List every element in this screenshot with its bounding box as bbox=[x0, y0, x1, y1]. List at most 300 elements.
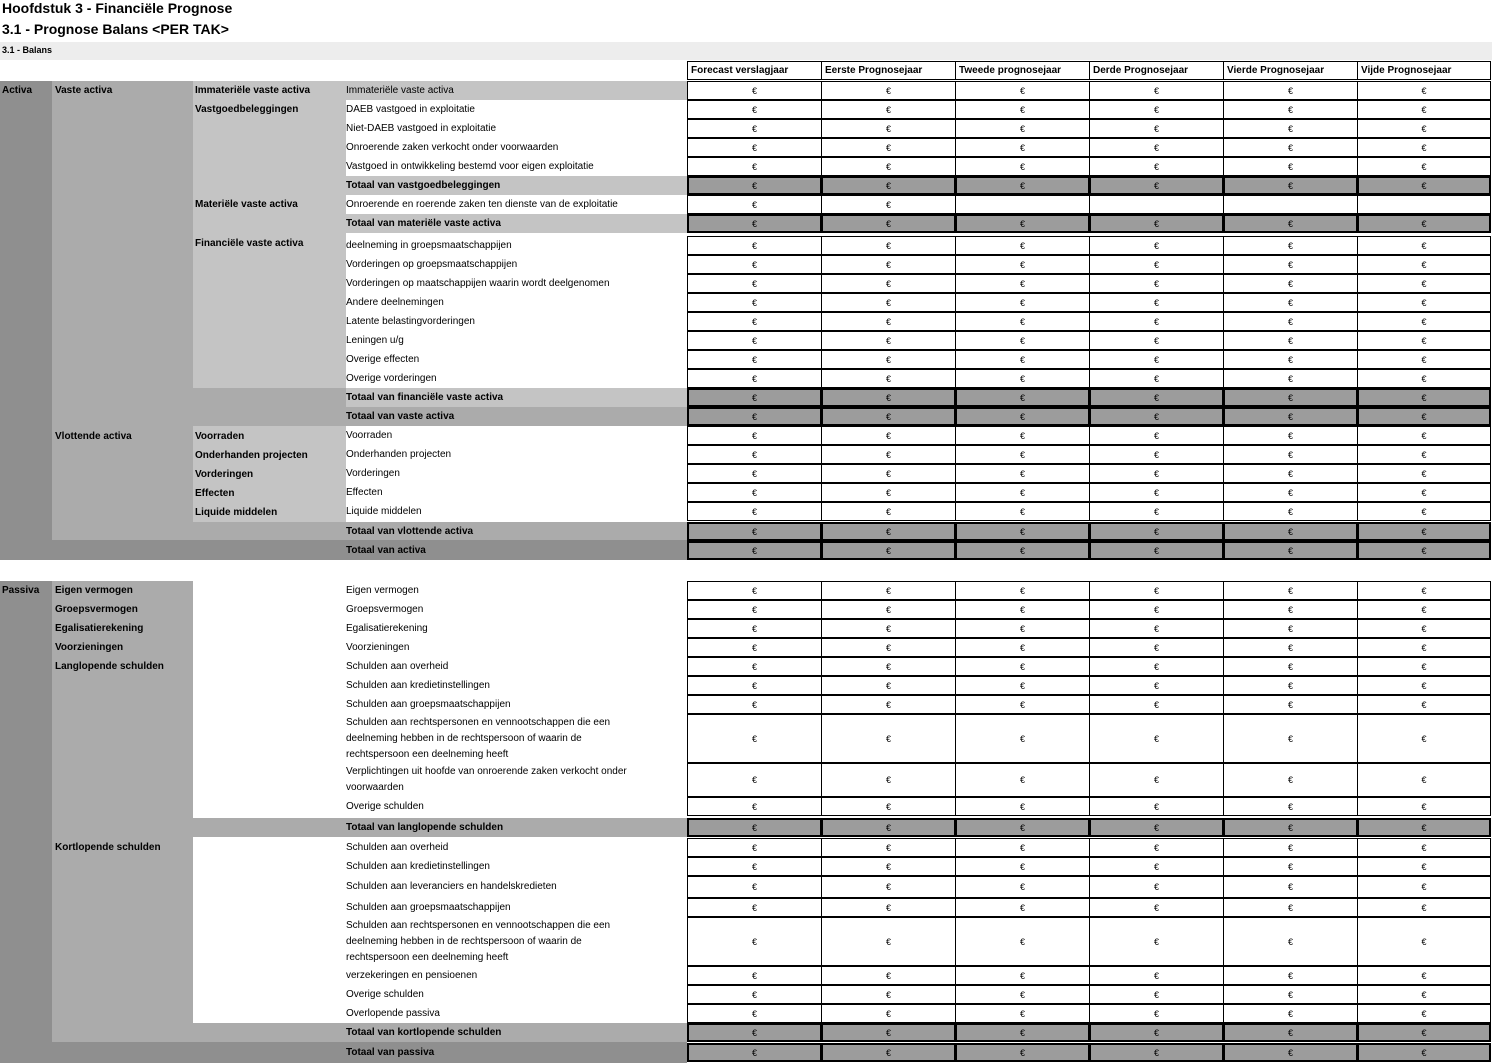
value-cell[interactable]: € bbox=[1357, 638, 1491, 657]
value-cell[interactable]: € bbox=[1357, 214, 1491, 233]
value-cell[interactable]: € bbox=[955, 966, 1090, 985]
value-cell[interactable]: € bbox=[1223, 214, 1358, 233]
value-cell[interactable]: € bbox=[821, 695, 956, 714]
value-cell[interactable]: € bbox=[1223, 157, 1358, 176]
value-cell[interactable]: € bbox=[955, 502, 1090, 521]
value-cell[interactable]: € bbox=[687, 619, 822, 638]
value-cell[interactable] bbox=[1357, 195, 1491, 214]
value-cell[interactable]: € bbox=[821, 483, 956, 502]
value-cell[interactable]: € bbox=[1223, 714, 1358, 763]
value-cell[interactable]: € bbox=[1223, 838, 1358, 857]
value-cell[interactable]: € bbox=[687, 1023, 822, 1042]
value-cell[interactable]: € bbox=[1223, 464, 1358, 483]
value-cell[interactable]: € bbox=[1223, 236, 1358, 255]
value-cell[interactable]: € bbox=[955, 797, 1090, 816]
value-cell[interactable]: € bbox=[1357, 176, 1491, 195]
value-cell[interactable]: € bbox=[1223, 638, 1358, 657]
value-cell[interactable]: € bbox=[1089, 985, 1224, 1004]
value-cell[interactable]: € bbox=[955, 214, 1090, 233]
value-cell[interactable]: € bbox=[687, 81, 822, 100]
value-cell[interactable]: € bbox=[955, 81, 1090, 100]
value-cell[interactable]: € bbox=[1223, 138, 1358, 157]
value-cell[interactable]: € bbox=[955, 600, 1090, 619]
table-row bbox=[687, 1004, 1491, 1023]
value-cell[interactable]: € bbox=[1223, 985, 1358, 1004]
value-cell[interactable]: € bbox=[687, 763, 822, 797]
value-cell[interactable]: € bbox=[1089, 388, 1224, 407]
value-cell[interactable]: € bbox=[821, 600, 956, 619]
value-cell[interactable]: € bbox=[1089, 797, 1224, 816]
value-cell[interactable]: € bbox=[1089, 857, 1224, 876]
value-cell[interactable]: € bbox=[955, 138, 1090, 157]
value-cell[interactable]: € bbox=[1223, 445, 1358, 464]
value-cell[interactable]: € bbox=[821, 857, 956, 876]
value-cell[interactable]: € bbox=[1089, 331, 1224, 350]
value-cell[interactable]: € bbox=[1357, 600, 1491, 619]
value-cell[interactable]: € bbox=[1357, 369, 1491, 388]
value-cell[interactable]: € bbox=[1089, 763, 1224, 797]
value-cell[interactable]: € bbox=[955, 176, 1090, 195]
value-cell[interactable] bbox=[955, 195, 1090, 214]
value-cell[interactable]: € bbox=[1357, 502, 1491, 521]
value-cell[interactable]: € bbox=[1357, 331, 1491, 350]
value-cell[interactable]: € bbox=[821, 676, 956, 695]
value-cell[interactable]: € bbox=[821, 388, 956, 407]
column-header[interactable]: Eerste Prognosejaar bbox=[821, 61, 956, 80]
value-cell[interactable]: € bbox=[821, 898, 956, 917]
value-cell[interactable]: € bbox=[1357, 407, 1491, 426]
value-cell[interactable]: € bbox=[687, 236, 822, 255]
value-cell[interactable]: € bbox=[1223, 1023, 1358, 1042]
value-cell[interactable]: € bbox=[1089, 157, 1224, 176]
value-cell[interactable]: € bbox=[1223, 176, 1358, 195]
value-cell[interactable]: € bbox=[955, 331, 1090, 350]
value-cell[interactable]: € bbox=[1357, 797, 1491, 816]
value-cell[interactable]: € bbox=[1223, 763, 1358, 797]
value-cell[interactable]: € bbox=[821, 138, 956, 157]
value-cell[interactable]: € bbox=[1089, 1043, 1224, 1062]
value-cell[interactable]: € bbox=[1357, 100, 1491, 119]
value-cell[interactable]: € bbox=[1089, 119, 1224, 138]
value-cell[interactable]: € bbox=[1089, 293, 1224, 312]
value-cell[interactable]: € bbox=[1357, 350, 1491, 369]
value-cell[interactable]: € bbox=[1357, 1004, 1491, 1023]
value-cell[interactable]: € bbox=[1223, 369, 1358, 388]
value-cell[interactable]: € bbox=[687, 312, 822, 331]
value-cell[interactable]: € bbox=[687, 838, 822, 857]
table-row bbox=[687, 369, 1491, 388]
value-cell[interactable]: € bbox=[955, 293, 1090, 312]
value-cell[interactable]: € bbox=[687, 445, 822, 464]
value-cell[interactable]: € bbox=[1089, 695, 1224, 714]
value-cell[interactable]: € bbox=[1089, 214, 1224, 233]
value-cell[interactable]: € bbox=[955, 898, 1090, 917]
value-cell[interactable]: € bbox=[1089, 426, 1224, 445]
value-cell[interactable]: € bbox=[1089, 676, 1224, 695]
table-row bbox=[687, 483, 1491, 502]
value-cell[interactable]: € bbox=[1089, 638, 1224, 657]
value-cell[interactable]: € bbox=[821, 255, 956, 274]
value-cell[interactable]: € bbox=[1223, 541, 1358, 560]
value-cell[interactable]: € bbox=[1223, 483, 1358, 502]
value-cell[interactable]: € bbox=[955, 464, 1090, 483]
value-cell[interactable]: € bbox=[1089, 483, 1224, 502]
total-row bbox=[687, 541, 1491, 560]
value-cell[interactable]: € bbox=[955, 985, 1090, 1004]
value-cell[interactable]: € bbox=[687, 214, 822, 233]
value-cell[interactable]: € bbox=[1223, 293, 1358, 312]
value-cell[interactable]: € bbox=[955, 657, 1090, 676]
value-cell[interactable]: € bbox=[1089, 876, 1224, 898]
value-cell[interactable]: € bbox=[1357, 985, 1491, 1004]
value-cell[interactable]: € bbox=[1089, 522, 1224, 541]
value-cell[interactable]: € bbox=[821, 119, 956, 138]
value-cell[interactable]: € bbox=[687, 195, 822, 214]
value-cell[interactable]: € bbox=[1089, 176, 1224, 195]
value-cell[interactable]: € bbox=[1357, 619, 1491, 638]
column-header[interactable]: Forecast verslagjaar bbox=[687, 61, 822, 80]
value-cell[interactable]: € bbox=[1223, 350, 1358, 369]
value-cell[interactable]: € bbox=[821, 522, 956, 541]
value-cell[interactable]: € bbox=[687, 638, 822, 657]
value-cell[interactable]: € bbox=[1089, 1004, 1224, 1023]
value-cell[interactable]: € bbox=[1357, 138, 1491, 157]
value-cell[interactable]: € bbox=[1089, 541, 1224, 560]
value-cell[interactable]: € bbox=[1089, 464, 1224, 483]
table-row bbox=[687, 985, 1491, 1004]
value-cell[interactable]: € bbox=[1089, 350, 1224, 369]
total-row bbox=[687, 388, 1491, 407]
value-cell[interactable]: € bbox=[1357, 818, 1491, 837]
value-cell[interactable]: € bbox=[687, 818, 822, 837]
value-cell[interactable]: € bbox=[1357, 714, 1491, 763]
value-cell[interactable]: € bbox=[821, 714, 956, 763]
value-cell[interactable]: € bbox=[955, 483, 1090, 502]
value-cell[interactable]: € bbox=[687, 350, 822, 369]
value-cell[interactable]: € bbox=[687, 522, 822, 541]
value-cell[interactable]: € bbox=[1357, 676, 1491, 695]
table-row bbox=[687, 619, 1491, 638]
value-cell[interactable]: € bbox=[955, 100, 1090, 119]
value-cell[interactable]: € bbox=[1357, 236, 1491, 255]
value-cell[interactable]: € bbox=[687, 119, 822, 138]
value-cell[interactable]: € bbox=[1089, 407, 1224, 426]
value-cell[interactable]: € bbox=[1357, 898, 1491, 917]
value-cell[interactable] bbox=[1089, 195, 1224, 214]
column-header[interactable]: Vierde Prognosejaar bbox=[1223, 61, 1358, 80]
value-cell[interactable]: € bbox=[1089, 445, 1224, 464]
value-cell[interactable]: € bbox=[821, 638, 956, 657]
value-cell[interactable]: € bbox=[687, 255, 822, 274]
value-cell[interactable]: € bbox=[821, 838, 956, 857]
value-cell[interactable]: € bbox=[687, 293, 822, 312]
group-label: Voorzieningen bbox=[55, 642, 124, 653]
value-cell[interactable]: € bbox=[955, 445, 1090, 464]
value-cell[interactable]: € bbox=[955, 350, 1090, 369]
value-cell[interactable]: € bbox=[821, 985, 956, 1004]
value-cell[interactable]: € bbox=[821, 464, 956, 483]
value-cell[interactable]: € bbox=[821, 369, 956, 388]
value-cell[interactable]: € bbox=[1223, 119, 1358, 138]
value-cell[interactable]: € bbox=[687, 600, 822, 619]
value-cell[interactable]: € bbox=[687, 985, 822, 1004]
value-cell[interactable]: € bbox=[955, 581, 1090, 600]
value-cell[interactable]: € bbox=[821, 818, 956, 837]
value-cell[interactable]: € bbox=[1357, 838, 1491, 857]
value-cell[interactable]: € bbox=[687, 274, 822, 293]
column-header[interactable]: Derde Prognosejaar bbox=[1089, 61, 1224, 80]
value-cell[interactable]: € bbox=[1357, 966, 1491, 985]
value-cell[interactable]: € bbox=[955, 312, 1090, 331]
value-cell[interactable]: € bbox=[1357, 388, 1491, 407]
value-cell[interactable]: € bbox=[1223, 657, 1358, 676]
value-cell[interactable]: € bbox=[955, 763, 1090, 797]
value-cell[interactable]: € bbox=[821, 81, 956, 100]
value-cell[interactable]: € bbox=[821, 763, 956, 797]
value-cell[interactable]: € bbox=[687, 331, 822, 350]
value-cell[interactable]: € bbox=[955, 255, 1090, 274]
value-cell[interactable]: € bbox=[1223, 619, 1358, 638]
value-cell[interactable]: € bbox=[1223, 857, 1358, 876]
value-cell[interactable]: € bbox=[1223, 407, 1358, 426]
value-cell[interactable]: € bbox=[821, 407, 956, 426]
value-cell[interactable]: € bbox=[1223, 898, 1358, 917]
value-cell[interactable]: € bbox=[1357, 657, 1491, 676]
total-label: Totaal van materiële vaste activa bbox=[346, 217, 501, 229]
value-cell[interactable]: € bbox=[821, 541, 956, 560]
value-cell[interactable]: € bbox=[821, 157, 956, 176]
value-cell[interactable]: € bbox=[687, 917, 822, 966]
value-cell[interactable]: € bbox=[687, 695, 822, 714]
value-cell[interactable]: € bbox=[955, 522, 1090, 541]
total-row bbox=[687, 522, 1491, 541]
value-cell[interactable]: € bbox=[955, 388, 1090, 407]
value-cell[interactable]: € bbox=[687, 1043, 822, 1062]
value-cell[interactable]: € bbox=[1223, 502, 1358, 521]
value-cell[interactable]: € bbox=[955, 274, 1090, 293]
value-cell[interactable]: € bbox=[1357, 312, 1491, 331]
value-cell[interactable]: € bbox=[1357, 274, 1491, 293]
value-cell[interactable]: € bbox=[1357, 1043, 1491, 1062]
value-cell[interactable]: € bbox=[821, 274, 956, 293]
value-cell[interactable]: € bbox=[687, 857, 822, 876]
value-cell[interactable]: € bbox=[1223, 797, 1358, 816]
value-cell[interactable]: € bbox=[821, 502, 956, 521]
value-cell[interactable]: € bbox=[687, 138, 822, 157]
value-cell[interactable]: € bbox=[1357, 876, 1491, 898]
value-cell[interactable]: € bbox=[1089, 657, 1224, 676]
value-cell[interactable]: € bbox=[1223, 676, 1358, 695]
value-cell[interactable]: € bbox=[1223, 255, 1358, 274]
value-cell[interactable]: € bbox=[687, 657, 822, 676]
value-cell[interactable]: € bbox=[821, 350, 956, 369]
value-cell[interactable]: € bbox=[1089, 714, 1224, 763]
value-cell[interactable]: € bbox=[821, 917, 956, 966]
value-cell[interactable]: € bbox=[1223, 312, 1358, 331]
value-cell[interactable]: € bbox=[955, 917, 1090, 966]
group-label: Kortlopende schulden bbox=[55, 842, 161, 853]
row-label: Schulden aan kredietinstellingen bbox=[346, 860, 490, 872]
value-cell[interactable]: € bbox=[1223, 818, 1358, 837]
value-cell[interactable]: € bbox=[1223, 1004, 1358, 1023]
value-cell[interactable]: € bbox=[1089, 818, 1224, 837]
value-cell[interactable]: € bbox=[1357, 293, 1491, 312]
value-cell[interactable]: € bbox=[1089, 1023, 1224, 1042]
value-cell[interactable]: € bbox=[955, 541, 1090, 560]
value-cell[interactable]: € bbox=[687, 502, 822, 521]
value-cell[interactable]: € bbox=[955, 838, 1090, 857]
value-cell[interactable]: € bbox=[821, 966, 956, 985]
value-cell[interactable]: € bbox=[1357, 81, 1491, 100]
value-cell[interactable]: € bbox=[1223, 966, 1358, 985]
table-row bbox=[687, 350, 1491, 369]
value-cell[interactable]: € bbox=[687, 157, 822, 176]
value-cell[interactable]: € bbox=[955, 369, 1090, 388]
value-cell[interactable]: € bbox=[1089, 966, 1224, 985]
value-cell[interactable]: € bbox=[955, 1023, 1090, 1042]
value-cell[interactable]: € bbox=[955, 676, 1090, 695]
value-cell[interactable]: € bbox=[1357, 522, 1491, 541]
value-cell[interactable]: € bbox=[1089, 619, 1224, 638]
value-cell[interactable]: € bbox=[955, 638, 1090, 657]
value-cell[interactable]: € bbox=[1357, 255, 1491, 274]
value-cell[interactable]: € bbox=[821, 195, 956, 214]
value-cell[interactable]: € bbox=[955, 426, 1090, 445]
value-cell[interactable]: € bbox=[687, 966, 822, 985]
value-cell[interactable]: € bbox=[687, 541, 822, 560]
value-cell[interactable]: € bbox=[955, 157, 1090, 176]
value-cell[interactable]: € bbox=[821, 214, 956, 233]
value-cell[interactable]: € bbox=[1357, 119, 1491, 138]
value-cell[interactable]: € bbox=[1089, 100, 1224, 119]
value-cell[interactable]: € bbox=[1089, 917, 1224, 966]
value-cell[interactable]: € bbox=[1357, 541, 1491, 560]
row-label: Schulden aan kredietinstellingen bbox=[346, 679, 490, 691]
value-cell[interactable]: € bbox=[821, 445, 956, 464]
value-cell[interactable]: € bbox=[687, 876, 822, 898]
value-cell[interactable]: € bbox=[1089, 600, 1224, 619]
value-cell[interactable]: € bbox=[687, 176, 822, 195]
value-cell[interactable]: € bbox=[955, 236, 1090, 255]
value-cell[interactable]: € bbox=[955, 619, 1090, 638]
value-cell[interactable]: € bbox=[821, 797, 956, 816]
value-cell[interactable]: € bbox=[687, 464, 822, 483]
value-cell[interactable]: € bbox=[821, 876, 956, 898]
value-cell[interactable]: € bbox=[1089, 81, 1224, 100]
value-cell[interactable]: € bbox=[1089, 236, 1224, 255]
value-cell[interactable]: € bbox=[1357, 695, 1491, 714]
value-cell[interactable]: € bbox=[1357, 857, 1491, 876]
value-cell[interactable]: € bbox=[1089, 581, 1224, 600]
value-cell[interactable]: € bbox=[1357, 763, 1491, 797]
value-cell[interactable]: € bbox=[955, 876, 1090, 898]
value-cell[interactable]: € bbox=[1357, 1023, 1491, 1042]
value-cell[interactable]: € bbox=[1357, 917, 1491, 966]
value-cell[interactable]: € bbox=[1089, 369, 1224, 388]
value-cell[interactable]: € bbox=[1223, 426, 1358, 445]
value-cell[interactable]: € bbox=[1223, 917, 1358, 966]
value-cell[interactable]: € bbox=[955, 1043, 1090, 1062]
column-header[interactable]: Tweede prognosejaar bbox=[955, 61, 1090, 80]
value-cell[interactable]: € bbox=[821, 581, 956, 600]
value-cell[interactable]: € bbox=[821, 176, 956, 195]
value-cell[interactable]: € bbox=[1357, 581, 1491, 600]
value-cell[interactable]: € bbox=[687, 369, 822, 388]
value-cell[interactable]: € bbox=[687, 483, 822, 502]
value-cell[interactable]: € bbox=[1223, 695, 1358, 714]
value-cell[interactable]: € bbox=[821, 657, 956, 676]
value-cell[interactable]: € bbox=[687, 714, 822, 763]
value-cell[interactable]: € bbox=[1357, 445, 1491, 464]
value-cell[interactable]: € bbox=[821, 619, 956, 638]
value-cell[interactable]: € bbox=[955, 1004, 1090, 1023]
value-cell[interactable]: € bbox=[821, 100, 956, 119]
value-cell[interactable]: € bbox=[955, 695, 1090, 714]
value-cell[interactable]: € bbox=[687, 100, 822, 119]
value-cell[interactable]: € bbox=[1223, 522, 1358, 541]
value-cell[interactable]: € bbox=[1089, 255, 1224, 274]
value-cell[interactable]: € bbox=[1223, 876, 1358, 898]
value-cell[interactable]: € bbox=[1223, 581, 1358, 600]
value-cell[interactable]: € bbox=[1223, 81, 1358, 100]
value-cell[interactable]: € bbox=[821, 312, 956, 331]
value-cell[interactable]: € bbox=[1357, 157, 1491, 176]
value-cell[interactable]: € bbox=[1089, 274, 1224, 293]
group-label: Effecten bbox=[195, 488, 235, 499]
value-cell[interactable]: € bbox=[1089, 138, 1224, 157]
value-cell[interactable]: € bbox=[1357, 483, 1491, 502]
value-cell[interactable]: € bbox=[955, 714, 1090, 763]
value-cell[interactable]: € bbox=[687, 797, 822, 816]
value-cell[interactable]: € bbox=[1223, 100, 1358, 119]
value-cell[interactable]: € bbox=[1089, 838, 1224, 857]
value-cell[interactable]: € bbox=[955, 119, 1090, 138]
value-cell[interactable]: € bbox=[687, 407, 822, 426]
total-row bbox=[687, 407, 1491, 426]
value-cell[interactable]: € bbox=[687, 581, 822, 600]
value-cell[interactable]: € bbox=[1223, 600, 1358, 619]
value-cell[interactable]: € bbox=[1357, 426, 1491, 445]
value-cell[interactable]: € bbox=[1223, 1043, 1358, 1062]
value-cell[interactable]: € bbox=[955, 407, 1090, 426]
value-cell[interactable]: € bbox=[687, 676, 822, 695]
column-header[interactable]: Vijde Prognosejaar bbox=[1357, 61, 1491, 80]
value-cell[interactable]: € bbox=[821, 1023, 956, 1042]
value-cell[interactable]: € bbox=[687, 426, 822, 445]
value-cell[interactable]: € bbox=[1223, 274, 1358, 293]
table-row bbox=[687, 293, 1491, 312]
value-cell[interactable]: € bbox=[687, 1004, 822, 1023]
value-cell[interactable]: € bbox=[821, 1043, 956, 1062]
value-cell[interactable]: € bbox=[1089, 502, 1224, 521]
value-cell[interactable]: € bbox=[955, 857, 1090, 876]
value-cell[interactable]: € bbox=[821, 293, 956, 312]
row-label: Overige schulden bbox=[346, 800, 424, 812]
value-cell[interactable]: € bbox=[1089, 312, 1224, 331]
value-cell[interactable]: € bbox=[687, 388, 822, 407]
value-cell[interactable] bbox=[1223, 195, 1358, 214]
value-cell[interactable]: € bbox=[1089, 898, 1224, 917]
value-cell[interactable]: € bbox=[955, 818, 1090, 837]
value-cell[interactable]: € bbox=[821, 236, 956, 255]
value-cell[interactable]: € bbox=[687, 898, 822, 917]
value-cell[interactable]: € bbox=[821, 1004, 956, 1023]
value-cell[interactable]: € bbox=[821, 426, 956, 445]
value-cell[interactable]: € bbox=[1357, 464, 1491, 483]
value-cell[interactable]: € bbox=[1223, 331, 1358, 350]
value-cell[interactable]: € bbox=[1223, 388, 1358, 407]
value-cell[interactable]: € bbox=[821, 331, 956, 350]
